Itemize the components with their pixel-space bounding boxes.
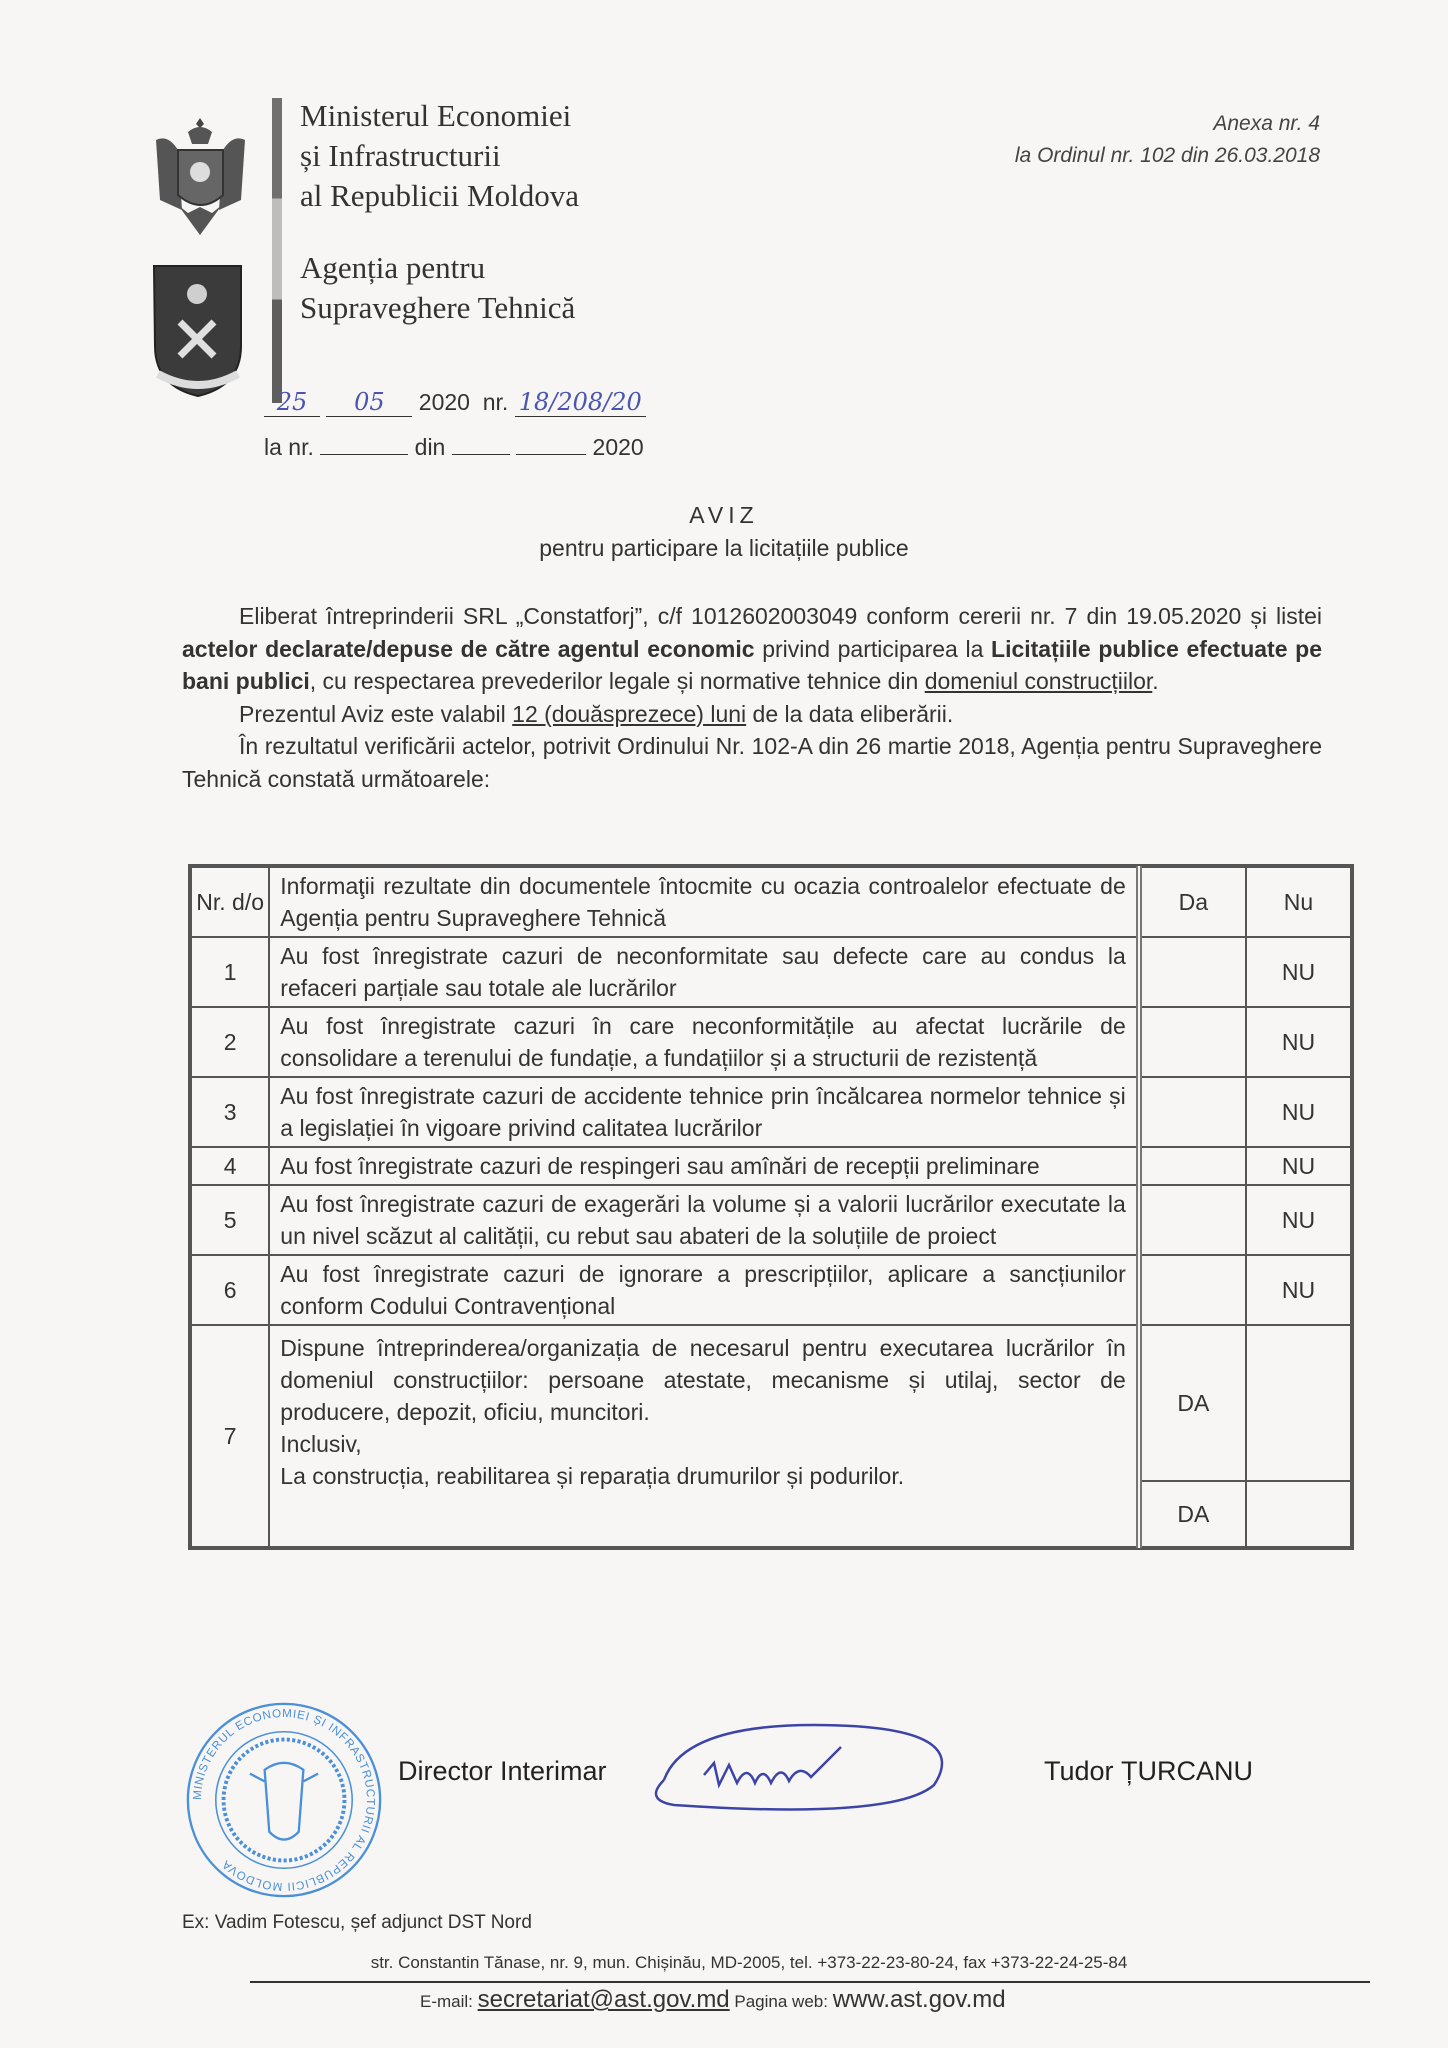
row-nu: NU [1246, 1185, 1351, 1255]
footer-divider [250, 1981, 1370, 1983]
table-row [191, 1185, 1351, 1255]
row7-info-sub: La construcția, reabilitarea și reparația drumurilor și podurilor. [280, 1463, 905, 1489]
row-nu: NU [1246, 1147, 1351, 1185]
ministry-line-2: și Infrastructurii [300, 138, 501, 173]
coat-of-arms-eagle-icon [148, 110, 253, 240]
agency-name [300, 248, 575, 328]
row-info: Au fost înregistrate cazuri de ignorare a prescripțiilor, aplicare a sancțiunilor conform Codului Contravențional [269, 1255, 1138, 1325]
row7-nu-main [1246, 1325, 1351, 1481]
row-nr: 4 [191, 1147, 269, 1185]
din-field-2 [516, 428, 586, 455]
header-nr: Nr. d/o [191, 867, 269, 937]
reg-month-field [326, 388, 412, 417]
agency-line-2: Supraveghere Tehnică [300, 290, 576, 325]
table-row [191, 1007, 1351, 1077]
table-row [191, 1255, 1351, 1325]
email-link[interactable]: secretariat@ast.gov.md [477, 1986, 730, 2013]
document-subtitle: pentru participare la licitațiile publice [539, 535, 909, 561]
agency-shield-icon [150, 262, 245, 402]
table-row [191, 1147, 1351, 1185]
row-nr: 7 [191, 1325, 269, 1547]
row-info: Au fost înregistrate cazuri de respingeri sau amînări de recepții preliminare [269, 1147, 1138, 1185]
para1-text-4: . [1152, 668, 1159, 694]
header-info: Informaţii rezultate din documentele întocmite cu ocazia controalelor efectuate de Agenția pentru Supraveghere Tehnică [269, 867, 1138, 937]
validity-period: 12 (douăsprezece) luni [512, 700, 747, 727]
row-info [269, 1325, 1138, 1547]
ministry-line-1: Ministerul Economiei [300, 98, 572, 133]
official-stamp-icon [184, 1700, 384, 1900]
footer-address: str. Constantin Tănase, nr. 9, mun. Chișinău, MD-2005, tel. +373-22-23-80-24, fax +373-22-24-25-84 [370, 1953, 1128, 1972]
row-info: Au fost înregistrate cazuri de accidente tehnice prin încălcarea normelor tehnice și a legislației în vigoare privind calitatea lucrărilor [269, 1077, 1138, 1147]
findings-table [188, 864, 1354, 1550]
reg-nr-label: nr. [482, 389, 509, 415]
para2-text-1: Prezentul Aviz este valabil [239, 700, 513, 727]
row7-da-main: DA [1139, 1325, 1246, 1481]
row-info: Au fost înregistrate cazuri în care neconformitățile au afectat lucrările de consolidare a terenului de fundație, a fundațiilor și a structurii de rezistență [269, 1007, 1138, 1077]
document-body [182, 600, 1322, 795]
web-link[interactable]: www.ast.gov.md [832, 1986, 1006, 2013]
la-nr-field [320, 428, 408, 455]
din-year: 2020 [592, 434, 644, 460]
reg-nr-value: 18/208/20 [518, 388, 642, 416]
para1-bold-2: Licitațiile publice efectuate pe bani publici [182, 635, 1322, 694]
table-row-7 [191, 1325, 1351, 1481]
para1-text-3: , cu respectarea prevederilor legale și normative tehnice din [309, 668, 925, 694]
row-da [1139, 1007, 1246, 1077]
row-nu: NU [1246, 1077, 1351, 1147]
row-da [1139, 1147, 1246, 1185]
para2-text-2: de la data eliberării. [746, 700, 954, 727]
annex-order: la Ordinul nr. 102 din 26.03.2018 [1014, 144, 1320, 167]
header-da: Da [1139, 867, 1246, 937]
reg-month: 05 [354, 388, 385, 416]
annex-number: Anexa nr. 4 [1213, 112, 1320, 135]
document-title: AVIZ [689, 502, 759, 528]
reference-line [264, 428, 644, 461]
table-header-row [191, 867, 1351, 937]
header-divider-bar [272, 98, 282, 403]
row-nr: 6 [191, 1255, 269, 1325]
row-nr: 2 [191, 1007, 269, 1077]
row-da [1139, 1077, 1246, 1147]
table-row [191, 937, 1351, 1007]
reg-day-field [264, 388, 320, 417]
row-nu: NU [1246, 1007, 1351, 1077]
row7-info-inclusiv: Inclusiv, [280, 1431, 362, 1457]
row-info: Au fost înregistrate cazuri de exagerări la volume și a valorii lucrărilor executate la un nivel scăzut al calității, cu rebut sau abateri de la soluțiile de proiect [269, 1185, 1138, 1255]
header-nu: Nu [1246, 867, 1351, 937]
row-da [1139, 1185, 1246, 1255]
signatory-role: Director Interimar [398, 1756, 607, 1786]
paragraph-validity [182, 698, 1322, 731]
paragraph-findings: În rezultatul verificării actelor, potrivit Ordinului Nr. 102-A din 26 martie 2018, Agenția pentru Supraveghere Tehnică constată următoarele: [182, 733, 1322, 792]
para1-bold-1: actelor declarate/depuse de către agentul economic [182, 635, 755, 662]
din-label: din [414, 434, 446, 460]
row-da [1139, 937, 1246, 1007]
handwritten-signature-icon [654, 1720, 984, 1820]
executor-line: Ex: Vadim Fotescu, șef adjunct DST Nord [182, 1912, 532, 1933]
paragraph-issuance [182, 600, 1322, 698]
row-nr: 3 [191, 1077, 269, 1147]
row-nu: NU [1246, 937, 1351, 1007]
table-row [191, 1077, 1351, 1147]
signature-block [184, 1700, 1344, 1900]
row7-nu-sub [1246, 1481, 1351, 1547]
row7-info-main: Dispune întreprinderea/organizația de necesarul pentru executarea lucrărilor în domeniul construcțiilor: persoane atestate, mecanisme și utilaj, sector de producere, depozit, oficiu, muncitori. [280, 1335, 1126, 1425]
web-label: Pagina web: [734, 1992, 828, 2011]
para1-text-2: privind participarea la [754, 635, 992, 662]
signatory-name: Tudor ȚURCANU [1044, 1756, 1254, 1786]
din-field [452, 428, 510, 455]
reg-day: 25 [276, 388, 308, 416]
reg-nr-field [515, 388, 646, 417]
row-info: Au fost înregistrate cazuri de neconformitate sau defecte care au condus la refaceri parțiale sau totale ale lucrărilor [269, 937, 1138, 1007]
row-da [1139, 1255, 1246, 1325]
para1-text-1: Eliberat întreprinderii SRL „Constatforj”, c/f 1012602003049 conform cererii nr. 7 din 19.05.2020 și listei [239, 603, 1322, 629]
registration-line [264, 388, 646, 417]
footer-contacts [420, 1986, 1006, 2014]
row-nr: 5 [191, 1185, 269, 1255]
la-nr-label: la nr. [264, 434, 314, 460]
reg-year: 2020 [418, 389, 470, 415]
ministry-line-3: al Republicii Moldova [300, 178, 579, 213]
para1-underline: domeniul construcțiilor [924, 668, 1153, 694]
row-nu: NU [1246, 1255, 1351, 1325]
ministry-name [300, 96, 579, 216]
agency-line-1: Agenția pentru [300, 250, 486, 285]
stamp-text: MINISTERUL ECONOMIEI ȘI INFRASTRUCTURII AL REPUBLICII MOLDOVA [190, 1706, 378, 1894]
annex-reference [1015, 108, 1320, 172]
row7-da-sub: DA [1139, 1481, 1246, 1547]
email-label: E-mail: [420, 1992, 473, 2011]
row-nr: 1 [191, 937, 269, 1007]
